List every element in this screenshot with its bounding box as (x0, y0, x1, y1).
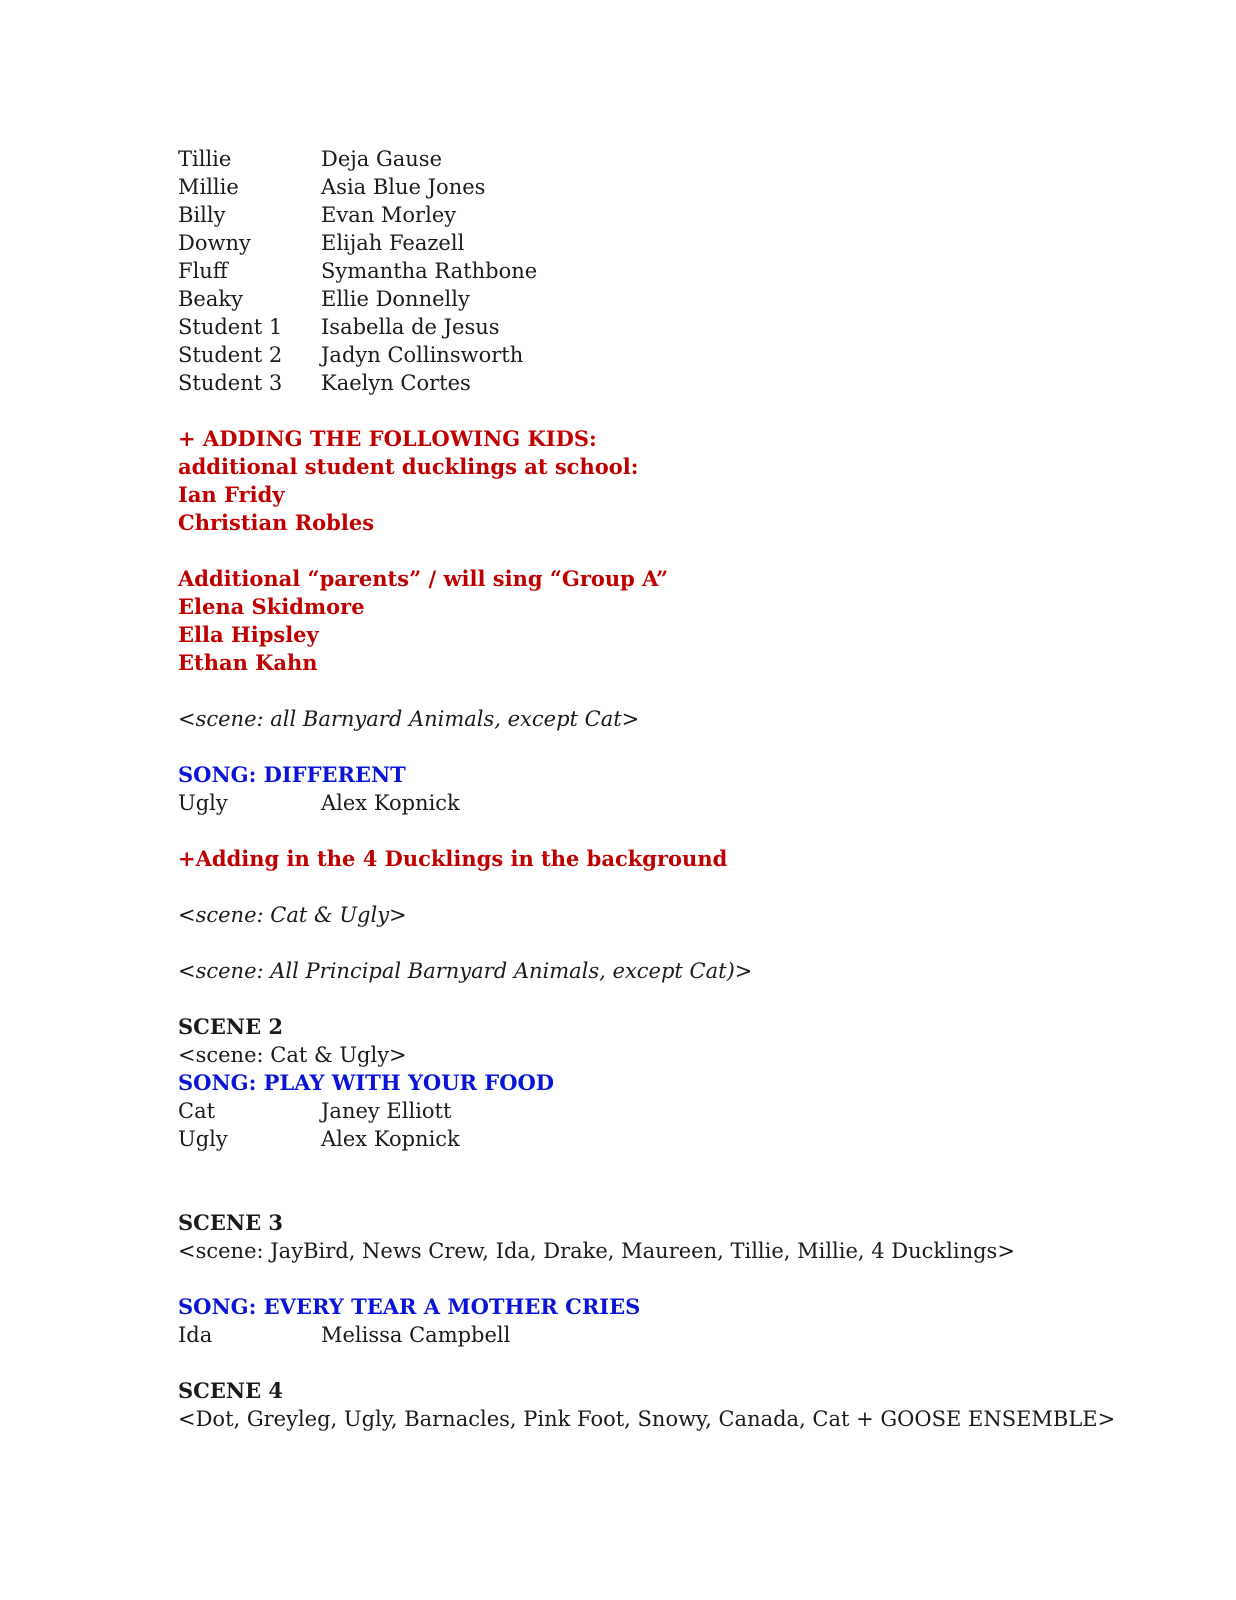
scene-heading: SCENE 3 (178, 1210, 284, 1235)
scene-heading: SCENE 4 (178, 1378, 284, 1403)
role-name: Cat (178, 1099, 216, 1123)
role-name: Tillie (178, 147, 232, 171)
actor-name: Isabella de Jesus (321, 315, 500, 339)
actor-name: Kaelyn Cortes (321, 371, 471, 395)
scene-note-principal: <scene: All Principal Barnyard Animals, except Cat)> (178, 959, 753, 983)
song-title: SONG: PLAY WITH YOUR FOOD (178, 1070, 555, 1095)
scene-heading: SCENE 2 (178, 1014, 284, 1039)
song-title: SONG: DIFFERENT (178, 762, 406, 787)
cast-row (178, 285, 1078, 313)
actor-name: Asia Blue Jones (321, 175, 486, 199)
cast-row (178, 1125, 1078, 1153)
actor-name: Jadyn Collinsworth (321, 343, 524, 367)
parents-heading: Additional “parents” / will sing “Group A” (178, 566, 669, 591)
scene-2-section (178, 1013, 1078, 1153)
role-name: Ugly (178, 1127, 228, 1151)
added-kid-name: Christian Robles (178, 510, 375, 535)
actor-name: Melissa Campbell (321, 1323, 511, 1347)
actor-name: Evan Morley (321, 203, 457, 227)
actor-name: Janey Elliott (321, 1099, 452, 1123)
actor-name: Ellie Donnelly (321, 287, 470, 311)
cast-row (178, 257, 1078, 285)
cast-row (178, 369, 1078, 397)
cast-row (178, 229, 1078, 257)
actor-name: Elijah Feazell (321, 231, 465, 255)
cast-row (178, 173, 1078, 201)
song-title: SONG: EVERY TEAR A MOTHER CRIES (178, 1294, 641, 1319)
actor-name: Alex Kopnick (321, 1127, 460, 1151)
parent-name: Ella Hipsley (178, 622, 319, 647)
scene-note: <Dot, Greyleg, Ugly, Barnacles, Pink Foot, Snowy, Canada, Cat + GOOSE ENSEMBLE> (178, 1407, 1116, 1431)
role-name: Ugly (178, 791, 228, 815)
actor-name: Alex Kopnick (321, 791, 460, 815)
cast-list-page (178, 145, 1116, 1433)
cast-row (178, 145, 1078, 173)
adding-kids-subheading: additional student ducklings at school: (178, 454, 639, 479)
added-kid-name: Ian Fridy (178, 482, 285, 507)
role-name: Student 1 (178, 315, 283, 339)
scene-note-barnyard: <scene: all Barnyard Animals, except Cat> (178, 707, 640, 731)
cast-row (178, 341, 1078, 369)
scene-note: <scene: Cat & Ugly> (178, 1043, 407, 1067)
cast-top-list (178, 145, 1078, 397)
adding-kids-heading: + ADDING THE FOLLOWING KIDS: (178, 426, 597, 451)
adding-ducklings-note: +Adding in the 4 Ducklings in the background (178, 846, 728, 871)
role-name: Billy (178, 203, 226, 227)
cast-row (178, 313, 1078, 341)
scene-3-section (178, 1209, 1078, 1349)
role-name: Millie (178, 175, 239, 199)
cast-row (178, 1097, 1078, 1125)
role-name: Beaky (178, 287, 243, 311)
actor-name: Deja Gause (321, 147, 442, 171)
cast-row (178, 201, 1078, 229)
song-different-section (178, 761, 1078, 817)
adding-kids-section (178, 425, 1078, 537)
parent-name: Ethan Kahn (178, 650, 318, 675)
role-name: Student 2 (178, 343, 283, 367)
scene-4-section (178, 1377, 1116, 1433)
role-name: Downy (178, 231, 251, 255)
scene-note-cat-ugly: <scene: Cat & Ugly> (178, 903, 407, 927)
cast-row (178, 1321, 1078, 1349)
role-name: Ida (178, 1323, 213, 1347)
role-name: Fluff (178, 259, 228, 283)
parents-section (178, 565, 1078, 677)
actor-name: Symantha Rathbone (321, 259, 538, 283)
role-name: Student 3 (178, 371, 283, 395)
scene-note: <scene: JayBird, News Crew, Ida, Drake, Maureen, Tillie, Millie, 4 Ducklings> (178, 1239, 1015, 1263)
cast-row (178, 789, 1078, 817)
parent-name: Elena Skidmore (178, 594, 365, 619)
